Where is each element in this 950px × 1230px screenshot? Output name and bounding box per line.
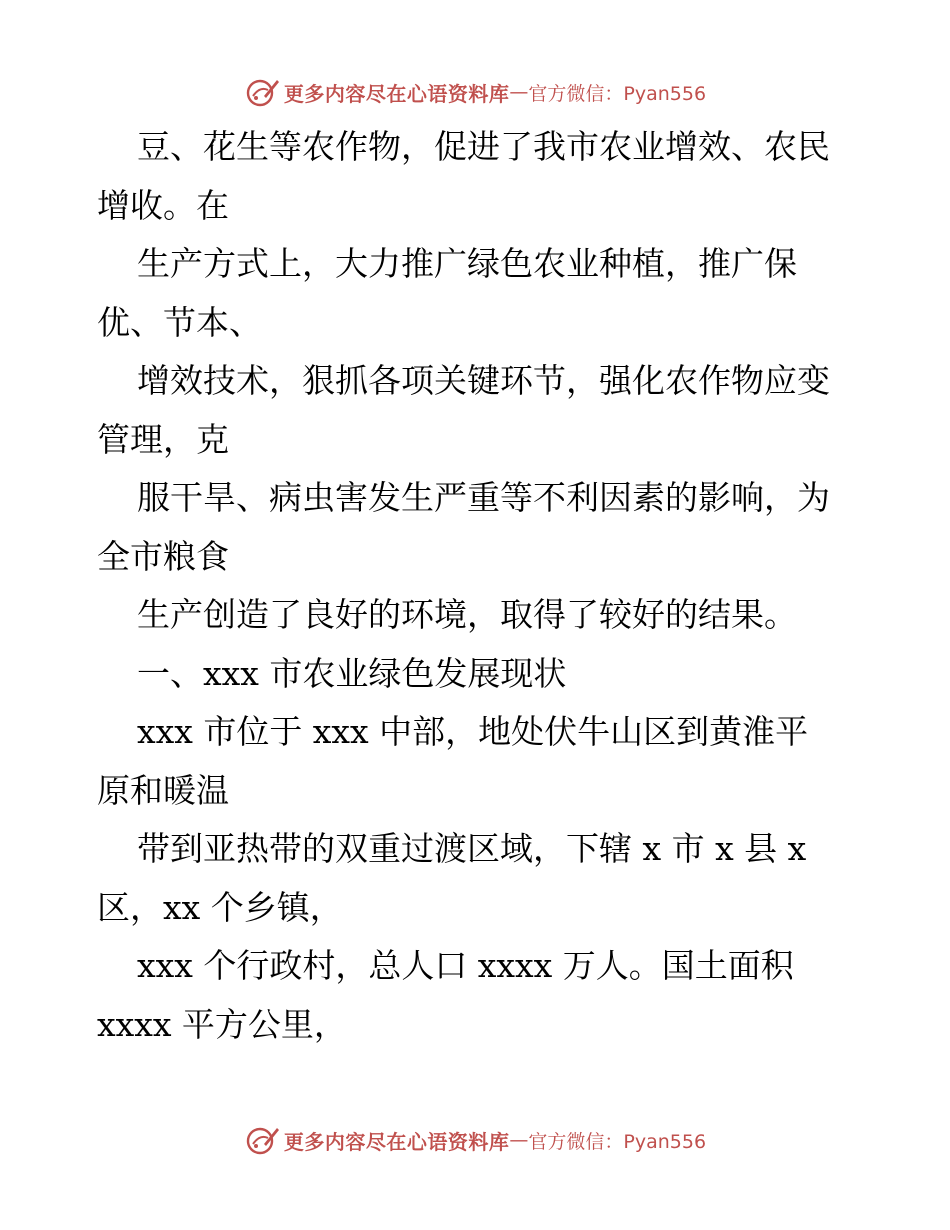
- header-brand-text: 更多内容尽在心语资料库: [283, 81, 510, 106]
- body-line: 原和暖温: [97, 770, 229, 810]
- pen-logo-icon: [244, 74, 280, 110]
- footer-wechat-text: 官方微信：Pyan556: [528, 1130, 707, 1153]
- body-line: 生产创造了良好的环境，取得了较好的结果。: [137, 595, 797, 634]
- body-line: 带到亚热带的双重过渡区域，下辖 x 市 x 县 x: [137, 829, 807, 868]
- body-line: 全市粮食: [97, 536, 229, 576]
- body-line: 增效技术，狠抓各项关键环节，强化农作物应变: [137, 361, 830, 400]
- body-line: 豆、花生等农作物，促进了我市农业增效、农民: [137, 127, 830, 166]
- footer-dash: —: [509, 1129, 529, 1151]
- body-line: 增收。在: [97, 185, 229, 225]
- body-line: 服干旱、病虫害发生严重等不利因素的影响，为: [137, 478, 830, 517]
- section-heading: 一、xxx 市农业绿色发展现状: [137, 653, 567, 693]
- body-line: 生产方式上，大力推广绿色农业种植，推广保: [137, 244, 797, 283]
- body-line: xxx 市位于 xxx 中部，地处伏牛山区到黄淮平: [137, 712, 809, 751]
- body-line: 优、节本、: [97, 302, 262, 342]
- body-line: xxx 个行政村，总人口 xxxx 万人。国土面积: [137, 946, 794, 985]
- pen-logo-icon: [244, 1122, 280, 1158]
- body-line: 区，xx 个乡镇，: [97, 887, 343, 927]
- document-body: [97, 118, 887, 1054]
- body-line: xxxx 平方公里，: [97, 1004, 347, 1044]
- header-dash: —: [509, 81, 529, 103]
- footer-brand-text: 更多内容尽在心语资料库: [283, 1129, 510, 1154]
- header-banner: [0, 72, 950, 112]
- footer-banner: [0, 1120, 950, 1160]
- header-wechat-text: 官方微信：Pyan556: [528, 82, 707, 105]
- body-line: 管理，克: [97, 419, 229, 459]
